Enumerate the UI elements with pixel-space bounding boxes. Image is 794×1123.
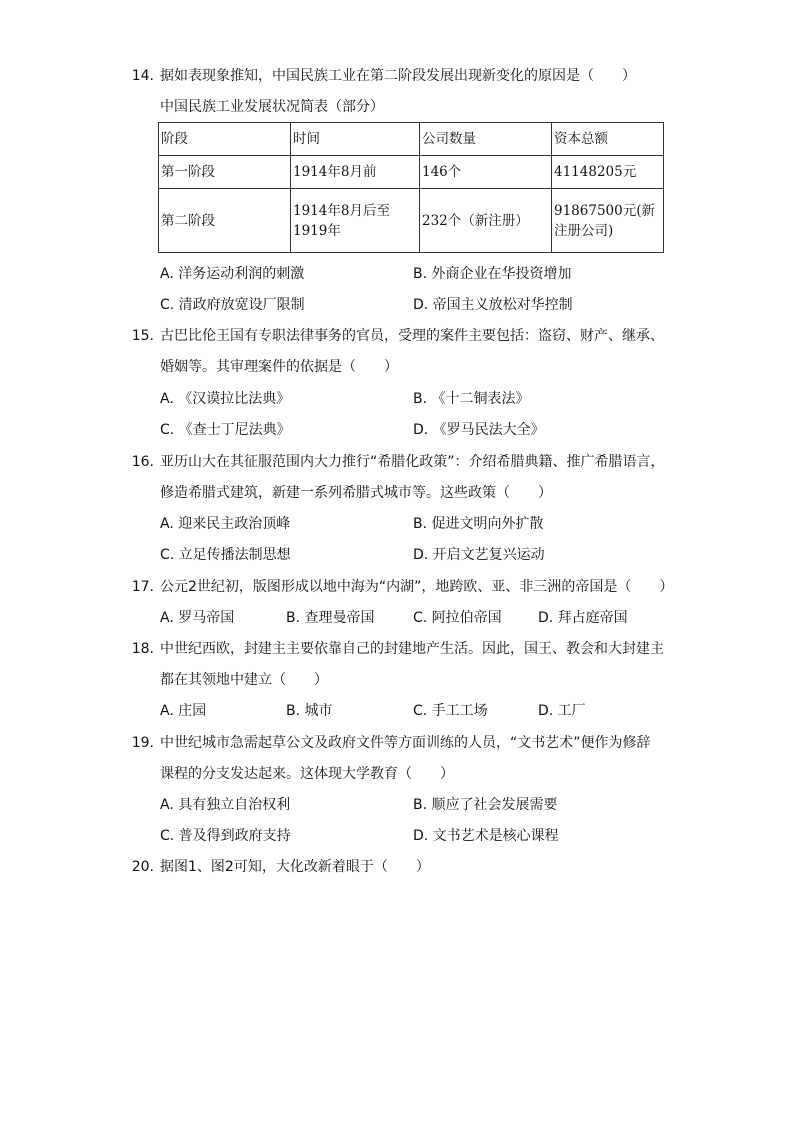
question-stem: 亚历山大在其征服范围内大力推行“希腊化政策”：介绍希腊典籍、推广希腊语言，	[160, 454, 665, 470]
option-b[interactable]: B. 城市	[286, 703, 333, 719]
question-number: 18.	[131, 641, 154, 657]
table-cell: 1914年8月前	[291, 156, 420, 189]
table-header-cell: 资本总额	[552, 123, 664, 156]
question-number: 20.	[131, 859, 154, 875]
question-number: 19.	[131, 735, 154, 751]
option-a[interactable]: A. 洋务运动利润的刺激	[160, 266, 305, 282]
option-d[interactable]: D. 拜占庭帝国	[538, 610, 628, 626]
option-d[interactable]: D. 开启文艺复兴运动	[413, 547, 545, 563]
option-c[interactable]: C. 阿拉伯帝国	[413, 610, 502, 626]
table-header-cell: 阶段	[159, 123, 291, 156]
table-row	[159, 189, 664, 253]
question-stem: 修造希腊式建筑，新建一系列希腊式城市等。这些政策（ ）	[160, 485, 552, 501]
table-header-cell: 时间	[291, 123, 420, 156]
table-row	[159, 156, 664, 189]
option-c[interactable]: C. 《查士丁尼法典》	[160, 422, 291, 438]
option-b[interactable]: B. 促进文明向外扩散	[413, 516, 544, 532]
question-stem: 据图1、图2可知，大化改新着眼于（ ）	[160, 859, 430, 875]
table-cell: 91867500元(新注册公司)	[552, 189, 664, 253]
table-cell: 1914年8月后至1919年	[291, 189, 420, 253]
option-a[interactable]: A. 具有独立自治权利	[160, 797, 291, 813]
option-b[interactable]: B. 顺应了社会发展需要	[413, 797, 558, 813]
question-number: 14.	[131, 68, 154, 84]
option-d[interactable]: D. 《罗马民法大全》	[413, 422, 545, 438]
question-number: 16.	[131, 454, 154, 470]
table-cell: 146个	[420, 156, 552, 189]
industry-table	[158, 122, 664, 253]
option-a[interactable]: A. 庄园	[160, 703, 207, 719]
option-b[interactable]: B. 《十二铜表法》	[413, 391, 530, 407]
option-d[interactable]: D. 帝国主义放松对华控制	[413, 297, 573, 313]
question-stem: 课程的分支发达起来。这体现大学教育（ ）	[160, 766, 454, 782]
option-b[interactable]: B. 查理曼帝国	[286, 610, 375, 626]
option-a[interactable]: A. 《汉谟拉比法典》	[160, 391, 291, 407]
question-number: 17.	[131, 579, 154, 595]
question-stem: 都在其领地中建立（ ）	[160, 672, 328, 688]
table-header-cell: 公司数量	[420, 123, 552, 156]
question-stem: 中世纪城市急需起草公文及政府文件等方面训练的人员，“文书艺术”便作为修辞	[160, 735, 651, 751]
table-header-row	[159, 123, 664, 156]
option-c[interactable]: C. 立足传播法制思想	[160, 547, 291, 563]
option-c[interactable]: C. 手工工场	[413, 703, 488, 719]
table-cell: 第一阶段	[159, 156, 291, 189]
table-cell: 第二阶段	[159, 189, 291, 253]
option-d[interactable]: D. 文书艺术是核心课程	[413, 828, 559, 844]
table-cell: 232个（新注册）	[420, 189, 552, 253]
question-stem: 中世纪西欧，封建主主要依靠自己的封建地产生活。因此，国王、教会和大封建主	[160, 641, 664, 657]
option-c[interactable]: C. 清政府放宽设厂限制	[160, 297, 305, 313]
option-d[interactable]: D. 工厂	[538, 703, 586, 719]
question-stem: 公元2世纪初，版图形成以地中海为“内湖”，地跨欧、亚、非三洲的帝国是（ ）	[160, 579, 674, 595]
question-stem: 据如表现象推知，中国民族工业在第二阶段发展出现新变化的原因是（ ）	[160, 68, 636, 84]
table-title: 中国民族工业发展状况简表（部分）	[160, 99, 384, 115]
question-number: 15.	[131, 328, 154, 344]
question-stem: 婚姻等。其审理案件的依据是（ ）	[160, 359, 398, 375]
table-cell: 41148205元	[552, 156, 664, 189]
question-stem: 古巴比伦王国有专职法律事务的官员，受理的案件主要包括：盗窃、财产、继承、	[160, 328, 664, 344]
option-c[interactable]: C. 普及得到政府支持	[160, 828, 291, 844]
option-a[interactable]: A. 迎来民主政治顶峰	[160, 516, 291, 532]
option-a[interactable]: A. 罗马帝国	[160, 610, 235, 626]
option-b[interactable]: B. 外商企业在华投资增加	[413, 266, 572, 282]
